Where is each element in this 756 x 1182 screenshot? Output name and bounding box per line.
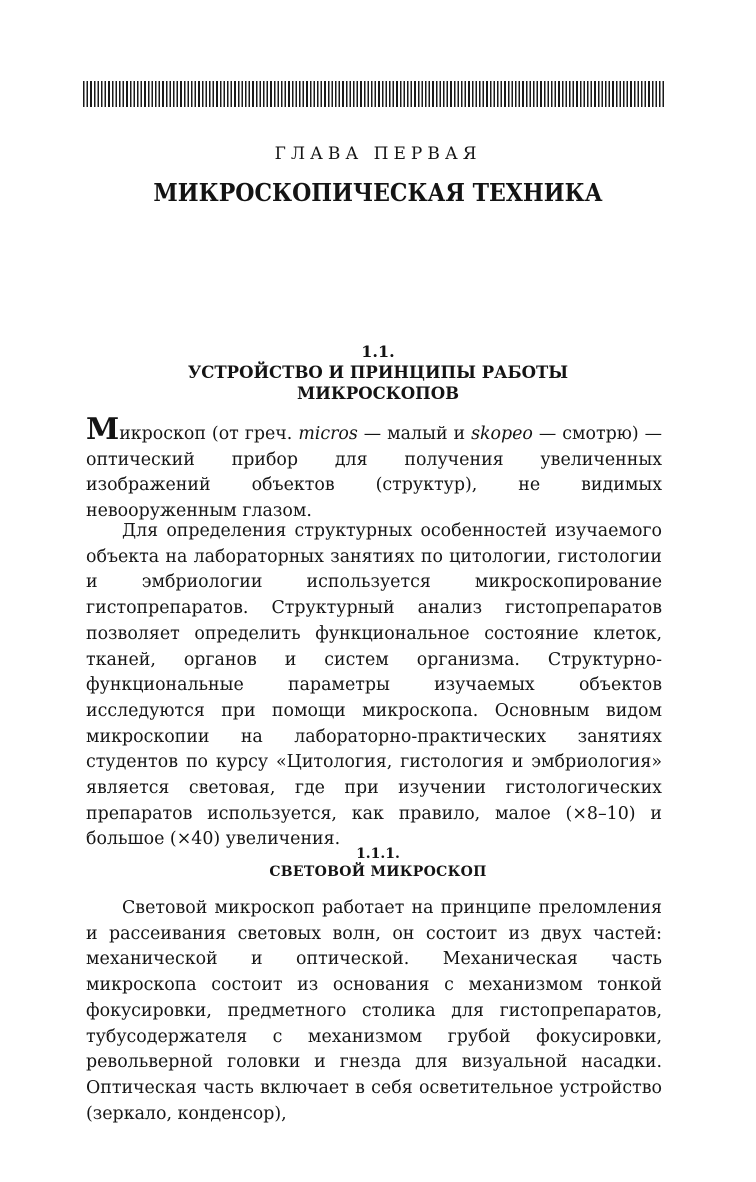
drop-cap: М (86, 412, 120, 447)
section-number: 1.1. (361, 342, 395, 361)
section-title-line-2: МИКРОСКОПОВ (296, 384, 460, 403)
paragraph-intro-text-2: — малый и (357, 424, 472, 444)
paragraph-structural-analysis: Для определения структурных особенностей изучаемого объекта на лабораторных занятиях по цитологии, гистологии и эмбриологии используется микроскопирование гистопрепаратов. Структурный анализ гистопрепаратов позволяет определить функциональное состояние клеток, тканей, органов и систем организма. Структурно-функциональные параметры изучаемых объектов исследуются при помощи микроскопа. Основным видом микроскопии на лабораторно-практических занятиях студентов по курсу «Цитология, гистология и эмбриология» является световая, где при изучении гистологических препаратов используется, как правило, малое (×8–10) и большое (×40) увеличения. (86, 521, 662, 850)
subsection-title: СВЕТОВОЙ МИКРОСКОП (269, 864, 487, 880)
paragraph-intro (86, 412, 663, 525)
term-micros: micros (298, 424, 358, 444)
section-title (150, 362, 606, 404)
paragraph-intro-text-1: икроскоп (от греч. (119, 424, 299, 444)
chapter-label: ГЛАВА ПЕРВАЯ (274, 144, 482, 164)
decorative-header-rule (83, 81, 664, 107)
chapter-title: МИКРОСКОПИЧЕСКАЯ ТЕХНИКА (153, 178, 603, 207)
paragraph-light-microscope: Световой микроскоп работает на принципе преломления и рассеивания световых волн, он состоит из двух частей: механической и оптической. Механическая часть микроскопа состоит из основания с механизмом тонкой фокусировки, предметного столика для гистопрепаратов, тубусодержателя с механизмом грубой фокусировки, револьверной головки и гнезда для визуальной насадки. Оптическая часть включает в себя осветительное устройство (зеркало, конденсор), (86, 898, 662, 1124)
term-skopeo: skopeo (471, 424, 533, 444)
paragraph-intro-text-3: — смотрю) — оптический прибор для получения увеличенных изображений объектов (структур), не видимых невооруженным глазом. (86, 424, 663, 522)
subsection-number: 1.1.1. (356, 846, 400, 862)
section-title-line-1: УСТРОЙСТВО И ПРИНЦИПЫ РАБОТЫ (187, 363, 569, 382)
